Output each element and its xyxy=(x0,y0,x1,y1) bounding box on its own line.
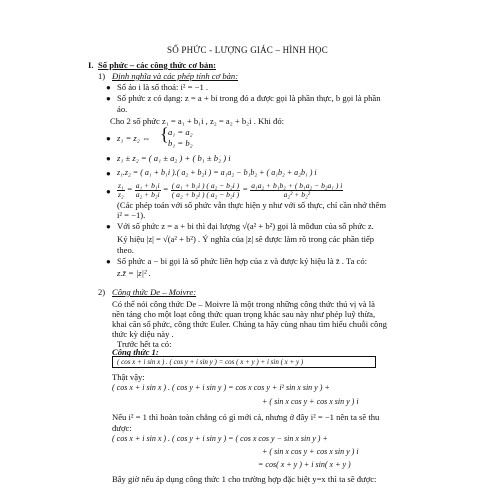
text-line: Có thể nói công thức De – Moivre là một trong những công thức thú vị và là xyxy=(112,299,375,309)
bullet-icon: ● xyxy=(106,222,111,231)
section-heading: Số phức – các công thức cơ bản: xyxy=(98,60,216,70)
text-line: thức kỳ diệu này . xyxy=(112,329,174,339)
text-line: khai căn số phức, công thức Euler. Chúng ta hãy cùng nhau tìm hiểu chuỗi công xyxy=(112,319,387,329)
text-line: Trước hết ta có: xyxy=(117,339,172,349)
text-line: Thật vậy: xyxy=(112,372,145,382)
text-line: Cho 2 số phức z₁ = a₁ + b₁i , z₂ = a₂ + b₂i . Khi đó: xyxy=(110,116,285,126)
text-line: i² = −1). xyxy=(117,210,146,220)
section-number: I. xyxy=(88,60,94,70)
formula-equality-lhs: z₁ = z₂ ⇔ xyxy=(117,133,151,143)
brace-icon: { xyxy=(160,124,169,144)
text-line: được: xyxy=(112,423,132,433)
formula-line: ( cos x + i sin x ) . ( cos y + i sin y ) = cos x cos y + i² sin x sin y ) + xyxy=(112,383,330,392)
formula-line: + ( sin x cos y + cos x sin y ) i xyxy=(262,397,359,406)
text-line: Số phức a − bi gọi là số phức liên hợp của z và được ký hiệu là z̄ . Ta có: xyxy=(117,256,368,266)
text-line: ảo. xyxy=(117,104,128,114)
bullet-icon: ● xyxy=(106,257,111,266)
text-line: Ký hiệu |z| = √(a² + b²) . Ý nghĩa của |z| sẽ được làm rõ trong các phần tiếp xyxy=(117,234,375,244)
formula-label: Công thức 1: xyxy=(112,347,159,357)
page-title: SỐ PHỨC - LƯỢNG GIÁC – HÌNH HỌC xyxy=(167,45,328,55)
bullet-icon: ● xyxy=(106,134,111,143)
subsection-2-heading: Công thức De – Moivre: xyxy=(112,287,197,297)
formula-line: + ( sin x cos y + cos x sin y ) i xyxy=(262,447,359,456)
bullet-icon: ● xyxy=(106,154,111,163)
subsection-2-number: 2) xyxy=(98,287,106,297)
text-line: Với số phức z = a + bi thì đại lượng √(a² + b²) gọi là môđun của số phức z. xyxy=(117,221,374,231)
text-line: nền tảng cho một loạt công thức quan trọng khác sau này như phép luỹ thừa, xyxy=(112,309,376,319)
text-line: theo. xyxy=(117,245,134,255)
formula-line: ( cos x + i sin x ) . ( cos y + i sin y ) = ( cos x cos y − sin x sin y ) + xyxy=(112,434,328,443)
formula-equality-b: b₁ = b₂ xyxy=(168,138,193,148)
formula-division: $\frac{\text{z₁}}{\text{z₂}}$ = $\frac{\text{a₁ + b₁i}}{\text{a₂ + b₂i}}$ = $\frac{\text{( a₁ + b₁i ) ( a₂ − b₂i )}}{\text{( a₂ + b₂i ) ( a₂ − b₂i )}}$ = $\frac{\text{a₁a₂ + b₁b₂ + ( b₁a₂ − b₂a₁ ) i}}{\text{a₂² + b₂²}}$ xyxy=(118,180,343,199)
subsection-1-number: 1) xyxy=(98,71,106,81)
text-line: Nếu i² = 1 thì hoàn toàn chẳng có gì mới cả, nhưng ở đây i² = −1 nên ta sẽ thu xyxy=(112,412,380,422)
formula-line: = cos( x + y ) + i sin( x + y ) xyxy=(258,460,351,469)
formula-product: z₁.z₂ = ( a₁ + b₁i ).( a₂ + b₂i ) = a₁a₂ − b₁b₂ + ( a₁b₂ + a₂b₁ ) i xyxy=(117,168,317,177)
formula-box: ( cos x + i sin x ) . ( cos y + i sin y ) = cos ( x + y ) + i sin ( x + y ) xyxy=(112,356,376,368)
bullet-icon: ● xyxy=(106,94,111,103)
subsection-1-heading: Định nghĩa và các phép tính cơ bản: xyxy=(112,71,239,81)
text-line: Số ảo i là số thoả: i² = −1 . xyxy=(117,82,209,92)
text-line: Bây giờ nếu áp dụng công thức 1 cho trường hợp đặc biệt y=x thì ta sẽ được: xyxy=(112,474,377,484)
bullet-icon: ● xyxy=(106,83,111,92)
text-line: Số phức z có dạng: z = a + bi trong đó a được gọi là phần thực, b gọi là phần xyxy=(117,93,381,103)
text-line: (Các phép toán với số phức vẫn thực hiện y như với số thực, chỉ cần nhớ thêm xyxy=(117,200,387,210)
formula-equality-a: a₁ = a₂ xyxy=(168,127,193,137)
bullet-icon: ● xyxy=(106,169,111,178)
formula-sum: z₁ ± z₂ = ( a₁ ± a₂ ) + ( b₁ ± b₂ ) i xyxy=(117,153,231,163)
text-line: z.z̄ = |z|² . xyxy=(117,268,151,278)
bullet-icon: ● xyxy=(106,187,111,196)
